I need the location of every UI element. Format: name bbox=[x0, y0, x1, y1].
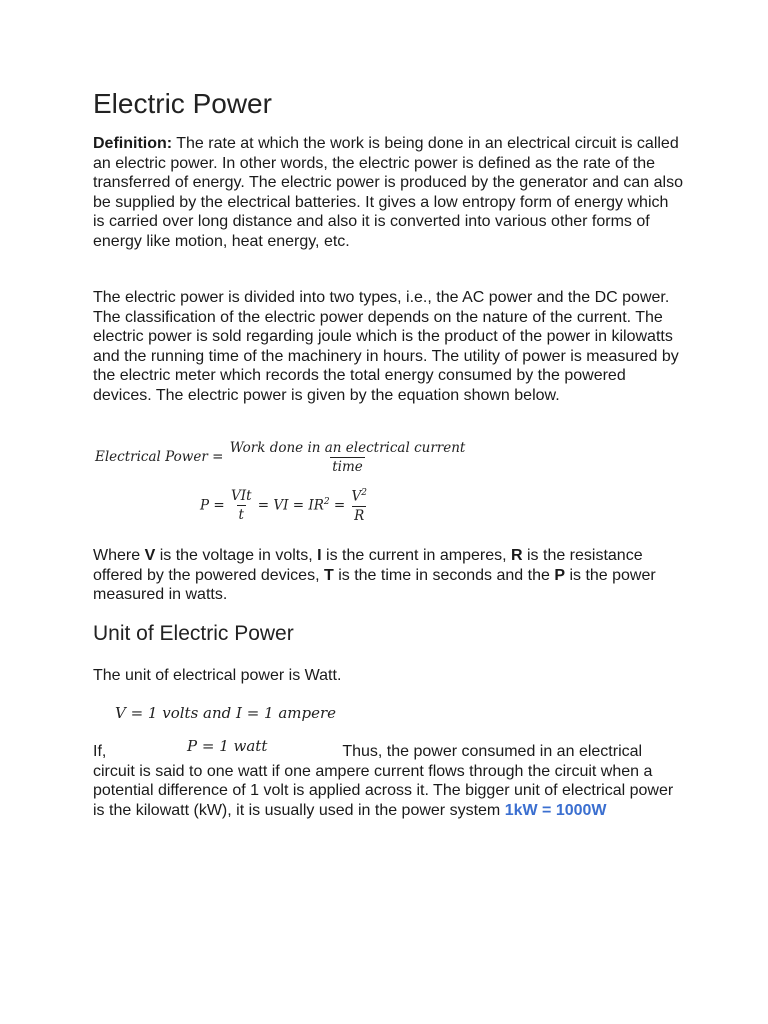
definition-paragraph bbox=[93, 134, 683, 252]
final-text: electrical circuit is said to one watt if one ampere current flows through the circuit when a potential difference of 1 volt is applied across it. The bigger unit of electrical power is the kilowatt (kW), it is usually used in the power system bbox=[93, 743, 674, 819]
formula-num-v2: $V^2$ bbox=[351, 488, 367, 505]
formula-fraction-v2r bbox=[350, 488, 369, 524]
final-paragraph bbox=[93, 742, 683, 820]
thus-text: Thus, the power consumed in an bbox=[342, 743, 575, 760]
formula-equals: = bbox=[333, 497, 346, 514]
formula-mid: = VI = IR bbox=[257, 497, 324, 514]
formula-den-r: R bbox=[354, 507, 365, 524]
equation-lhs: Electrical Power = bbox=[95, 449, 224, 465]
where-paragraph: Where V is the voltage in volts, I is the current in amperes, R is the resistance offered by the powered devices, T is the time in seconds and the P is the power measured in watts. bbox=[93, 547, 656, 604]
unit-heading: Unit of Electric Power bbox=[93, 622, 294, 645]
power-formula-equation bbox=[200, 488, 369, 524]
formula-fraction-vit bbox=[229, 488, 254, 523]
electrical-power-equation bbox=[95, 440, 467, 475]
types-paragraph: The electric power is divided into two types, i.e., the AC power and the DC power. The classification of the electric power depends on the nature of the current. The electric power is sold regarding joule which is the product of the power in kilowatts and the running time of the machinery in hours. The utility of power is measured by the electric meter which records the total energy consumed by the powered devices. The electric power is given by the equation shown below. bbox=[93, 289, 679, 404]
definition-text: The rate at which the work is being done in an electrical circuit is called an electric power. In other words, the electric power is defined as the rate of the transferred of energy. The electric power is produced by the generator and can also be supplied by the electrical batteries. It gives a low entropy form of energy which is carried over long distance and also it is converted into various other forms of energy like motion, heat energy, etc. bbox=[93, 135, 683, 250]
formula-num-vit: VIt bbox=[230, 488, 252, 505]
definition-label: Definition: bbox=[93, 135, 173, 152]
page-title: Electric Power bbox=[93, 88, 272, 119]
volt-ampere-equation: V = 1 volts and I = 1 ampere bbox=[115, 704, 337, 722]
equation-numerator: Work done in an electrical current bbox=[229, 440, 466, 456]
watt-equation: P = 1 watt bbox=[187, 737, 268, 755]
equation-denominator: time bbox=[332, 459, 363, 475]
if-label: If, bbox=[93, 743, 107, 760]
equation-fraction bbox=[228, 440, 468, 475]
formula-den-t: t bbox=[238, 507, 244, 524]
kilowatt-highlight: 1kW = 1000W bbox=[504, 801, 607, 819]
formula-p: P = bbox=[200, 497, 225, 514]
formula-square: 2 bbox=[323, 496, 330, 507]
unit-text: The unit of electrical power is Watt. bbox=[93, 667, 342, 684]
